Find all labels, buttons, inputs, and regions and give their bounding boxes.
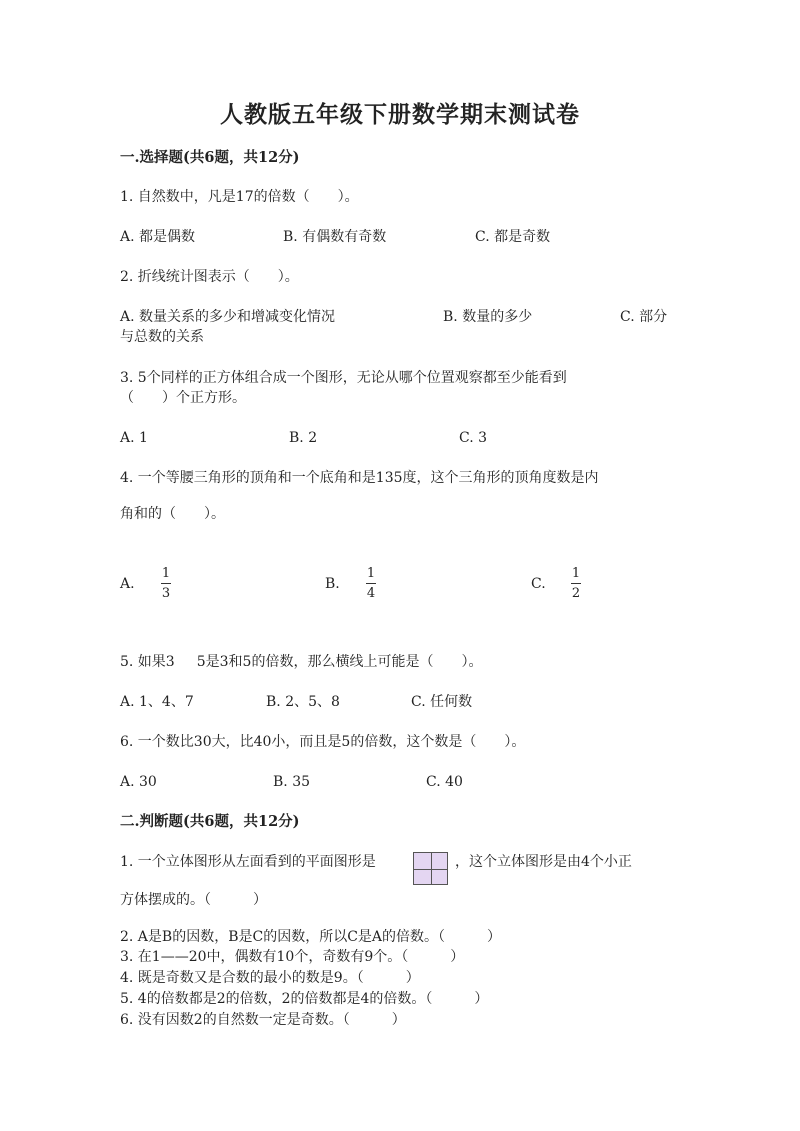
q1-6-option-a: A. 30 [120, 774, 157, 790]
q1-4-option-b-label: B. [325, 576, 340, 592]
question-1-2: 2. 折线统计图表示（ ）。 [120, 269, 299, 285]
q1-5-option-a: A. 1、4、7 [120, 694, 194, 710]
fraction-numerator: 1 [571, 566, 581, 581]
square-grid-figure [413, 852, 448, 885]
question-2-3: 3. 在1——20中，偶数有10个，奇数有9个。（ ） [120, 949, 465, 965]
q1-4-option-c-label: C. [531, 576, 546, 592]
question-2-5: 5. 4的倍数都是2的倍数，2的倍数都是4的倍数。（ ） [120, 991, 489, 1007]
question-2-1-end: ，这个立体图形是由4个小正 [455, 854, 632, 870]
section-heading-judgement: 二.判断题(共6题，共12分) [120, 813, 300, 830]
question-2-4: 4. 既是奇数又是合数的最小的数是9。（ ） [120, 970, 420, 986]
fraction-denominator: 4 [366, 586, 376, 601]
fraction-bar [366, 583, 376, 584]
question-1-5-start: 5. 如果3 [120, 654, 175, 670]
q1-2-option-c-continued: 与总数的关系 [120, 329, 204, 345]
q1-2-option-c: C. 部分 [620, 309, 668, 325]
fraction-numerator: 1 [366, 566, 376, 581]
q1-4-option-b-fraction [366, 566, 376, 601]
q1-3-option-b: B. 2 [289, 430, 318, 446]
question-1-4: 4. 一个等腰三角形的顶角和一个底角和是135度，这个三角形的顶角度数是内 [120, 470, 599, 486]
question-2-6: 6. 没有因数2的自然数一定是奇数。（ ） [120, 1012, 406, 1028]
q1-5-option-b: B. 2、5、8 [266, 694, 340, 710]
question-1-1: 1. 自然数中，凡是17的倍数（ ）。 [120, 189, 359, 205]
section-heading-choice: 一.选择题(共6题，共12分) [120, 149, 300, 166]
fraction-numerator: 1 [161, 566, 171, 581]
fraction-bar [571, 583, 581, 584]
question-1-3-continued: （ ）个正方形。 [120, 390, 246, 406]
q1-1-option-c: C. 都是奇数 [475, 229, 551, 245]
q1-6-option-c: C. 40 [426, 774, 463, 790]
q1-5-option-c: C. 任何数 [411, 694, 473, 710]
question-1-4-continued: 角和的（ ）。 [120, 506, 225, 522]
q1-1-option-a: A. 都是偶数 [120, 229, 196, 245]
question-2-1-continued: 方体摆成的。（ ） [120, 892, 267, 908]
question-1-5-end: 5是3和5的倍数，那么横线上可能是（ ）。 [196, 654, 483, 670]
q1-2-option-b: B. 数量的多少 [443, 309, 533, 325]
q1-4-option-c-fraction [571, 566, 581, 601]
question-2-1-start: 1. 一个立体图形从左面看到的平面图形是 [120, 854, 376, 870]
question-2-2: 2. A是B的因数，B是C的因数，所以C是A的倍数。（ ） [120, 929, 502, 945]
q1-6-option-b: B. 35 [273, 774, 311, 790]
fraction-denominator: 2 [571, 586, 581, 601]
question-1-6: 6. 一个数比30大，比40小，而且是5的倍数，这个数是（ ）。 [120, 734, 526, 750]
q1-1-option-b: B. 有偶数有奇数 [283, 229, 387, 245]
q1-3-option-c: C. 3 [459, 430, 488, 446]
grid-horizontal-line [414, 869, 447, 870]
q1-4-option-a-fraction [161, 566, 171, 601]
fraction-bar [161, 583, 171, 584]
question-1-5 [120, 652, 482, 672]
question-1-3: 3. 5个同样的正方体组合成一个图形，无论从哪个位置观察都至少能看到 [120, 370, 567, 386]
page-title: 人教版五年级下册数学期末测试卷 [220, 101, 580, 128]
q1-3-option-a: A. 1 [120, 430, 148, 446]
fraction-denominator: 3 [161, 586, 171, 601]
q1-4-option-a-label: A. [120, 576, 135, 592]
q1-2-option-a: A. 数量关系的多少和增减变化情况 [120, 309, 336, 325]
